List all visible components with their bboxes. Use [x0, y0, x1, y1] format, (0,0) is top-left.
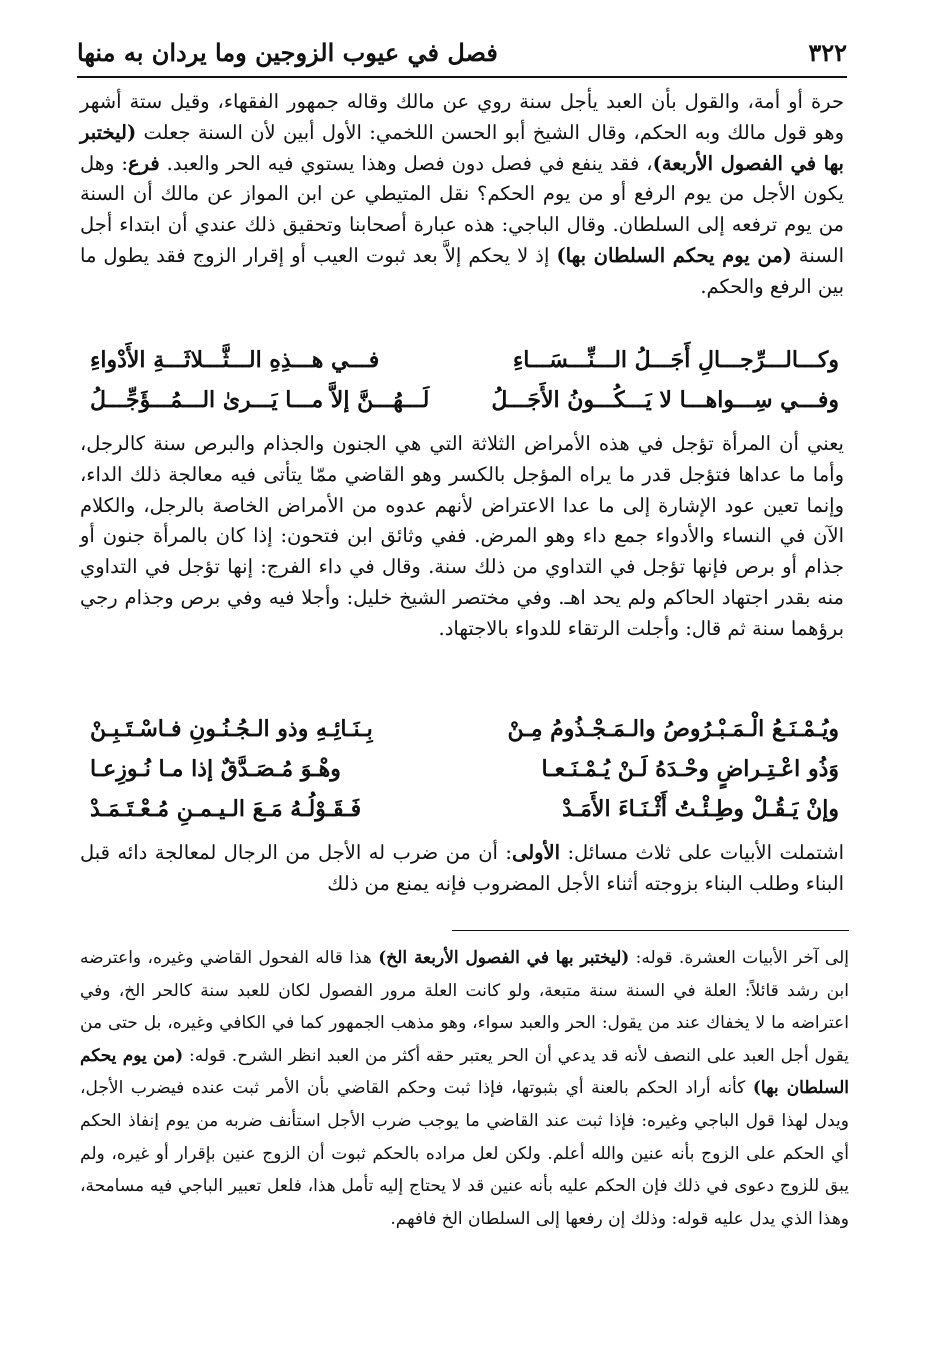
- verse-block-2: [90, 709, 839, 829]
- footnote-quote: (ليختبر بها في الفصول الأربعة الخ): [378, 948, 630, 968]
- paragraph-3: [80, 838, 844, 900]
- paragraph-1: [80, 87, 844, 303]
- footnote-text: هذا قاله الفحول القاضي وغيره، واعترضه ابن رشد قائلاً: العلة في السنة سنة متبعة، ولو كانت العلة مرور الفصول لكان للعبد سنة كالحر الخ، وفي اعتراضه ما لا يخفاك عند من يقول: الحر والعبد سواء، وهو مذهب الجمهور كما في الكافي وغيره، بل حتى من يقول أجل العبد على النصف لأنه قد يدعي أن الحر يعتبر حقه أكثر من العبد انظر الشرح. قوله:: [80, 948, 849, 1066]
- verse-hemistich-first: وإنْ يَـقُـلْ وطِـئْـتُ أَثْـنَـاءَ الأَمَـدْ: [562, 796, 839, 822]
- verse-line: [90, 340, 839, 380]
- paragraph-1-text: : وهل يكون الأجل من يوم الرفع أو من يوم الحكم؟ نقل المتيطي عن ابن المواز عن مالك أن السنة من يوم ترفعه إلى السلطان. وقال الباجي: هذه عبارة أصحابنا وتحقيق ذلك عندي أن ابتداء أجل السنة: [80, 151, 845, 267]
- verse-line: [90, 709, 839, 749]
- paragraph-3-text: : أن من ضرب له الأجل من الرجال لمعالجة دائه قبل البناء وطلب البناء بزوجته أثناء الأجل المضروب فإنه يمنع من ذلك: [80, 841, 844, 895]
- header-rule: [77, 76, 847, 78]
- issue-label: الأولى: [511, 841, 561, 864]
- verse-line: [90, 380, 839, 420]
- bold-quote: (من يوم يحكم السلطان بها): [556, 243, 792, 267]
- page-number: ٣٢٢: [808, 37, 847, 67]
- verse-line: [90, 789, 839, 829]
- footnote-text: كأنه أراد الحكم بالعنة أي بثبوتها، فإذا ثبت وحكم القاضي بأن الأمر ثبت عنده فيضرب الأجل، ويدل لهذا قول الباجي وغيره: فإذا ثبت عند القاضي ما يوجب ضرب الأجل استأنف ضربه من يوم إنفاذ الحكم أي الحكم على الزوج بأنه عنين والله أعلم. ولكن لعل مراده بالحكم ثبوت أن الزوج عنين بإقرار أو غيره، ولم يبق للزوج دعوى في ذلك فإن الحكم عليه بأنه عنين قد لا يحتاج إليه تأمل هذا، فلعل تعبير الباجي فيه مسامحة، وهذا الذي يدل عليه قوله: وذلك إن رفعها إلى السلطان الخ فافهم.: [80, 1078, 849, 1229]
- verse-hemistich-first: وفـــي سِـــواهـــا لا يَـــكُـــونُ الأَجَـــلُ: [491, 387, 839, 413]
- verse-hemistich-first: وَذُو اعْـتِـراضٍ وحْـدَهُ لَـنْ يُـمْـنَـعـا: [541, 756, 839, 782]
- verse-line: [90, 749, 839, 789]
- verse-hemistich-first: وكـــالـــرِّجـــالِ أَجَـــلُ الـــنِّـــسَـــاءِ: [512, 347, 839, 373]
- verse-hemistich-first: ويُـمْـنَـعُ الْـمَـبْـرُوصُ والـمَـجْـذُومُ مِـنْ: [507, 716, 839, 742]
- paragraph-1-text: إذ لا يحكم إلاَّ بعد ثبوت العيب أو إقرار الزوج فقد يطول ما بين الرفع والحكم.: [80, 243, 844, 298]
- verse-hemistich-second: بِـنَـائِـهِ وذو الـجُـنُـونِ فـاسْـتَـبِـنْ: [90, 716, 373, 742]
- footnote-separator: [452, 930, 849, 931]
- footnote-quote: (من يوم يحكم السلطان بها): [80, 1045, 850, 1099]
- footnotes: [80, 942, 849, 1235]
- verse-block-1: [90, 340, 839, 420]
- footnote-text: إلى آخر الأبيات العشرة. قوله:: [629, 948, 850, 968]
- verse-hemistich-second: لَـــهُـــنَّ إلاَّ مـــا يَـــرىٰ الـــمُـــؤَجِّـــلُ: [90, 387, 430, 413]
- chapter-title: فصل في عيوب الزوجين وما يردان به منها: [77, 37, 498, 67]
- verse-hemistich-second: فَـقَـوْلُـهُ مَـعَ الـيـمـنِ مُـعْـتَـمَـدْ: [90, 796, 362, 822]
- paragraph-1-text: حرة أو أمة، والقول بأن العبد يأجل سنة روي عن مالك وقاله جمهور الفقهاء، وقيل ستة أشهر وهو قول مالك وبه الحكم، وقال الشيخ أبو الحسن اللخمي: الأول أبين لأن السنة جعلت: [80, 90, 844, 144]
- paragraph-1-text: ، فقد ينفع في فصل دون فصل وهذا يستوي فيه الحر والعبد.: [159, 151, 653, 175]
- paragraph-2-text: يعني أن المرأة تؤجل في هذه الأمراض الثلاثة التي هي الجنون والجذام والبرص سنة كالرجل، وأما ما عداها فتؤجل قدر ما يراه المؤجل بالكسر وهو القاضي ممّا يتأتى فيه معالجة ذلك الداء، وإنما تعين عود الإشارة إلى ما عدا الاعتراض لأنهم عدوه من الأمراض الخاصة بالرجل، والكلام الآن في النساء والأدواء جمع داء وهو المرض. ففي وثائق ابن فتحون: إذا كان بالمرأة جنون أو جذام أو برص فإنها تؤجل في التداوي من ذلك سنة. وقال في داء الفرج: إنها تؤجل في التداوي منه بقدر اجتهاد الحاكم ولم يحد اهـ. وفي مختصر الشيخ خليل: وأجلا فيه وفي برص وجذام رجي برؤهما سنة ثم قال: وأجلت الرتقاء للدواء بالاجتهاد.: [80, 432, 844, 640]
- verse-hemistich-second: فـــي هـــذِهِ الـــثَّـــلاثَـــةِ الأَدْواءِ: [90, 347, 380, 373]
- running-header: [77, 30, 847, 74]
- paragraph-2: [80, 429, 844, 645]
- bold-quote: (ليختبر بها في الفصول الأربعة): [80, 120, 844, 175]
- verse-hemistich-second: وهْـوَ مُـصَـدَّقٌ إذا مـا نُـوزِعـا: [90, 756, 341, 782]
- paragraph-3-text: اشتملت الأبيات على ثلاث مسائل:: [560, 841, 844, 864]
- branch-label: فرع: [127, 151, 160, 175]
